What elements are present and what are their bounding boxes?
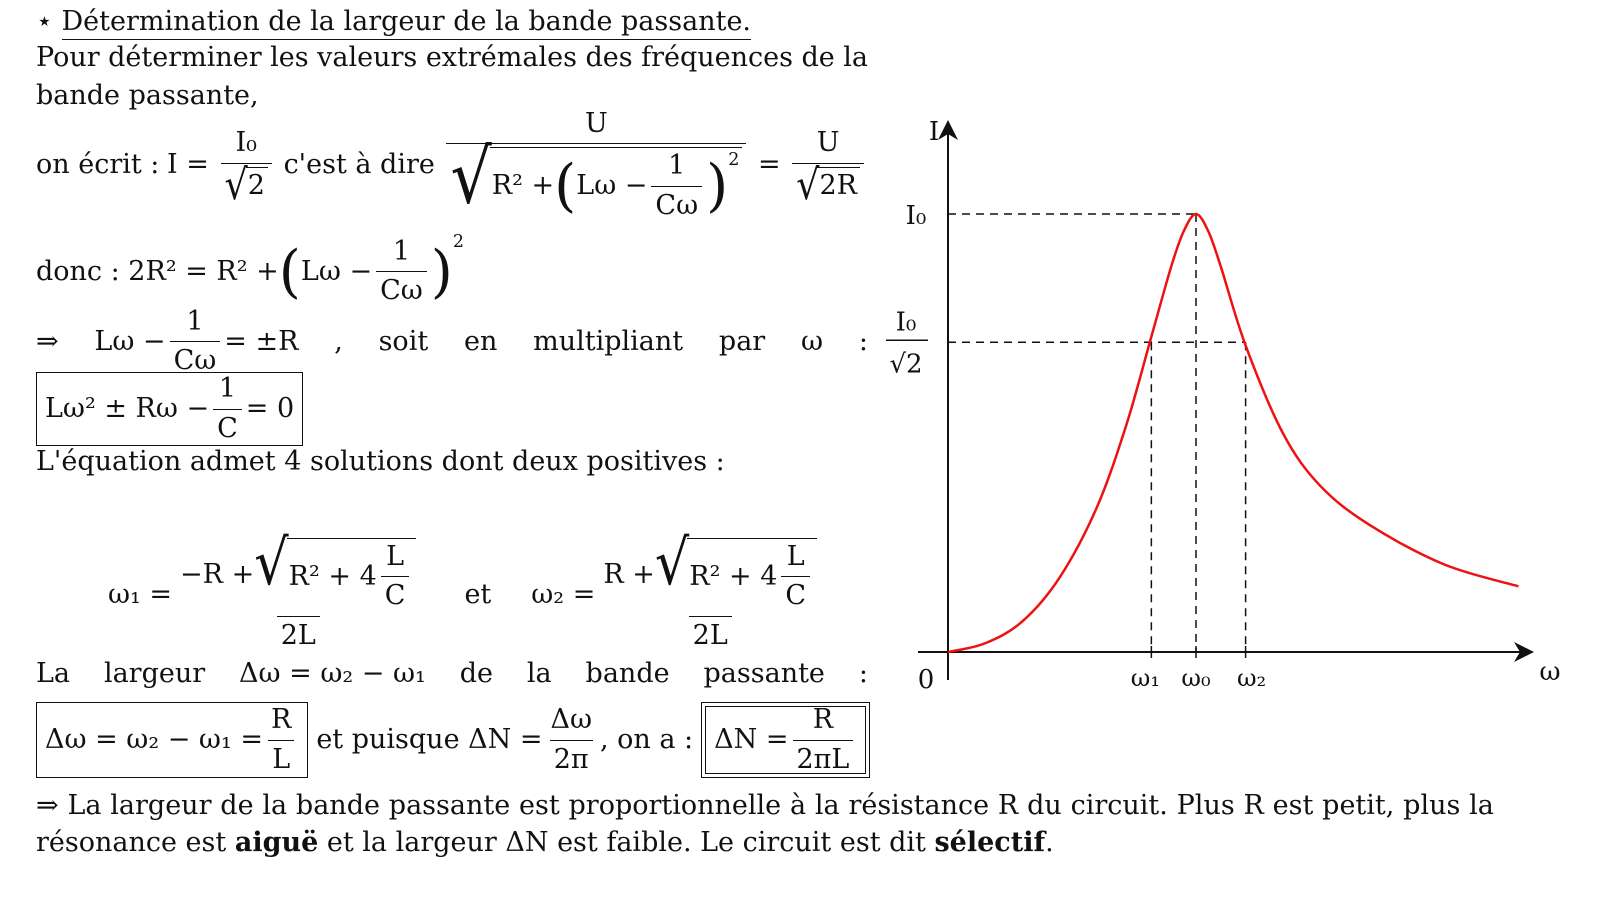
l5-word: , <box>334 325 343 357</box>
l9-word: de <box>459 658 493 689</box>
conc1-word: est <box>1272 790 1314 821</box>
denominator: Cω <box>651 186 702 222</box>
x-tick-label: ω₂ <box>1236 664 1267 692</box>
half-power-label-den: √2 <box>889 349 923 380</box>
solutions-sentence: L'équation admet 4 solutions dont deux positives : <box>36 446 725 477</box>
implies-icon: ⇒ <box>36 325 59 357</box>
l5-word: : <box>858 325 868 357</box>
star-icon: ⋆ <box>36 6 53 37</box>
intro_line1-word: la <box>843 42 868 73</box>
conc1-word: plus <box>1403 790 1461 821</box>
conc1-word: R <box>997 790 1019 821</box>
root-inner: R² + 4 <box>689 560 778 592</box>
word-selectif: sélectif <box>934 827 1046 858</box>
l9-word: passante <box>703 658 825 689</box>
numerator: Δω <box>550 704 592 736</box>
omega1-lhs: ω₁ = <box>108 578 173 610</box>
on-ecrit-text: on écrit : <box>36 148 160 180</box>
intro_line1-word: valeurs <box>317 42 418 73</box>
I-equals: I = <box>167 148 209 180</box>
numerator: I₀ <box>235 127 257 159</box>
l5-word: ω <box>801 325 824 357</box>
conc1-word: La <box>67 790 102 821</box>
l5-word: soit <box>378 325 429 357</box>
denominator: C <box>781 576 810 612</box>
cest-a-dire-text: c'est à dire <box>283 148 435 180</box>
l9-word: largeur <box>103 658 206 689</box>
exponent: 2 <box>452 232 465 252</box>
l9-word: : <box>858 658 868 689</box>
numerator: U <box>816 127 840 159</box>
denominator: Cω <box>376 271 427 307</box>
et-text: et <box>464 578 492 610</box>
denominator: C <box>213 409 242 445</box>
x-tick-label: ω₀ <box>1181 664 1211 692</box>
denominator: L <box>268 740 294 776</box>
intro-line-2: bande passante, <box>36 80 259 111</box>
conc1-word: Plus <box>1176 790 1235 821</box>
conc1-word: la <box>814 790 840 821</box>
conc1-word: passante <box>388 790 511 821</box>
denominator: √ 2 <box>221 163 272 203</box>
lw-minus: Lω − <box>300 255 373 287</box>
delta-N-lhs: ΔN = <box>714 723 789 755</box>
x-axis-label: ω <box>1539 657 1561 687</box>
paren-left: ( <box>278 238 301 305</box>
word-aigue: aiguë <box>234 827 319 858</box>
lw-minus: Lω − <box>94 325 166 357</box>
conc1-word: de <box>220 790 254 821</box>
conc1-word: largeur <box>110 790 212 821</box>
conc1-word: la <box>262 790 288 821</box>
paren-right: ) <box>430 238 453 305</box>
conc1-word: R <box>1243 790 1264 821</box>
y-axis-label: I <box>928 117 940 147</box>
conc1-word: bande <box>295 790 380 821</box>
conclusion-text-a: résonance est <box>36 827 235 858</box>
paren-right: ) <box>706 152 729 219</box>
donc-text: donc : 2R² = R² + <box>36 255 279 287</box>
denominator: C <box>381 576 410 612</box>
conc1-word: la <box>1469 790 1494 821</box>
conc1-word: ⇒ <box>36 790 59 821</box>
x-tick-label: ω₁ <box>1130 664 1160 692</box>
half-power-label-num: I₀ <box>895 307 917 338</box>
intro_line1-word: extrémales <box>425 42 577 73</box>
omega2-lhs: ω₂ = <box>531 578 596 610</box>
l5-word: par <box>718 325 766 357</box>
sqrt-icon: √ <box>796 159 820 209</box>
title-text: Détermination de la largeur de la bande passante. <box>62 6 752 40</box>
plus-minus-R: = ±R <box>224 325 299 357</box>
numerator: L <box>786 541 805 572</box>
conc1-word: circuit. <box>1070 790 1168 821</box>
intro_line1-word: Pour <box>36 42 100 73</box>
R-plus: R + <box>603 559 655 591</box>
intro_line1-word: déterminer <box>108 42 262 73</box>
quadratic-lhs: Lω² ± Rω − <box>45 392 210 424</box>
minus-R-plus: −R + <box>180 559 255 591</box>
sqrt-icon: √ <box>224 159 248 209</box>
et-puisque-text: et puisque ΔN = <box>316 723 543 755</box>
equals-sign: = <box>758 148 781 180</box>
root-inner: R² + 4 <box>288 560 377 592</box>
intro_line1-word: fréquences <box>641 42 793 73</box>
intro_line1-word: de <box>801 42 835 73</box>
conc1-word: à <box>789 790 807 821</box>
l5-word: en <box>463 325 498 357</box>
denominator: Cω <box>170 341 221 377</box>
denominator: 2π <box>550 740 593 776</box>
conc1-word: petit, <box>1322 790 1395 821</box>
conclusion-text-c: et la largeur ΔN est faible. Le circuit est dit <box>318 827 935 858</box>
l5-word: multipliant <box>533 325 684 357</box>
l9-word: bande <box>585 658 670 689</box>
sqrt-icon: √ <box>654 526 690 600</box>
denominator: 2L <box>689 616 732 652</box>
l9-word: La <box>36 658 71 689</box>
intro_line1-word: les <box>270 42 309 73</box>
numerator: 1 <box>668 150 686 182</box>
lw-minus: Lω − <box>576 170 648 202</box>
sqrt-icon: √ <box>450 134 492 222</box>
numerator: 1 <box>392 236 411 267</box>
conc1-word: est <box>519 790 560 821</box>
delta-omega-lhs: Δω = ω₂ − ω₁ = <box>45 723 263 755</box>
numerator: 1 <box>218 373 237 405</box>
denominator: √ 2R <box>792 163 864 203</box>
exponent: 2 <box>728 150 740 171</box>
conc1-word: du <box>1027 790 1062 821</box>
paren-left: ( <box>554 152 577 219</box>
numerator: R <box>812 704 834 736</box>
peak-label: I₀ <box>905 201 927 231</box>
r-squared-plus: R² + <box>491 170 555 202</box>
resonance-curve <box>948 214 1518 652</box>
conclusion-period: . <box>1045 827 1054 858</box>
numerator: U <box>585 108 608 139</box>
numerator: 1 <box>186 306 204 337</box>
quadratic-rhs: = 0 <box>245 392 295 424</box>
conc1-word: proportionnelle <box>568 790 782 821</box>
sqrt-icon: √ <box>254 526 289 600</box>
conc1-word: résistance <box>848 790 990 821</box>
denominator: 2πL <box>793 740 854 776</box>
numerator: L <box>386 541 405 572</box>
intro_line1-word: des <box>585 42 633 73</box>
denominator: 2L <box>277 616 320 652</box>
numerator: R <box>270 704 292 736</box>
l9-word: la <box>526 658 552 689</box>
origin-label: 0 <box>917 665 935 695</box>
l9-word: Δω = ω₂ − ω₁ <box>239 658 426 689</box>
on-a-text: , on a : <box>599 723 694 755</box>
